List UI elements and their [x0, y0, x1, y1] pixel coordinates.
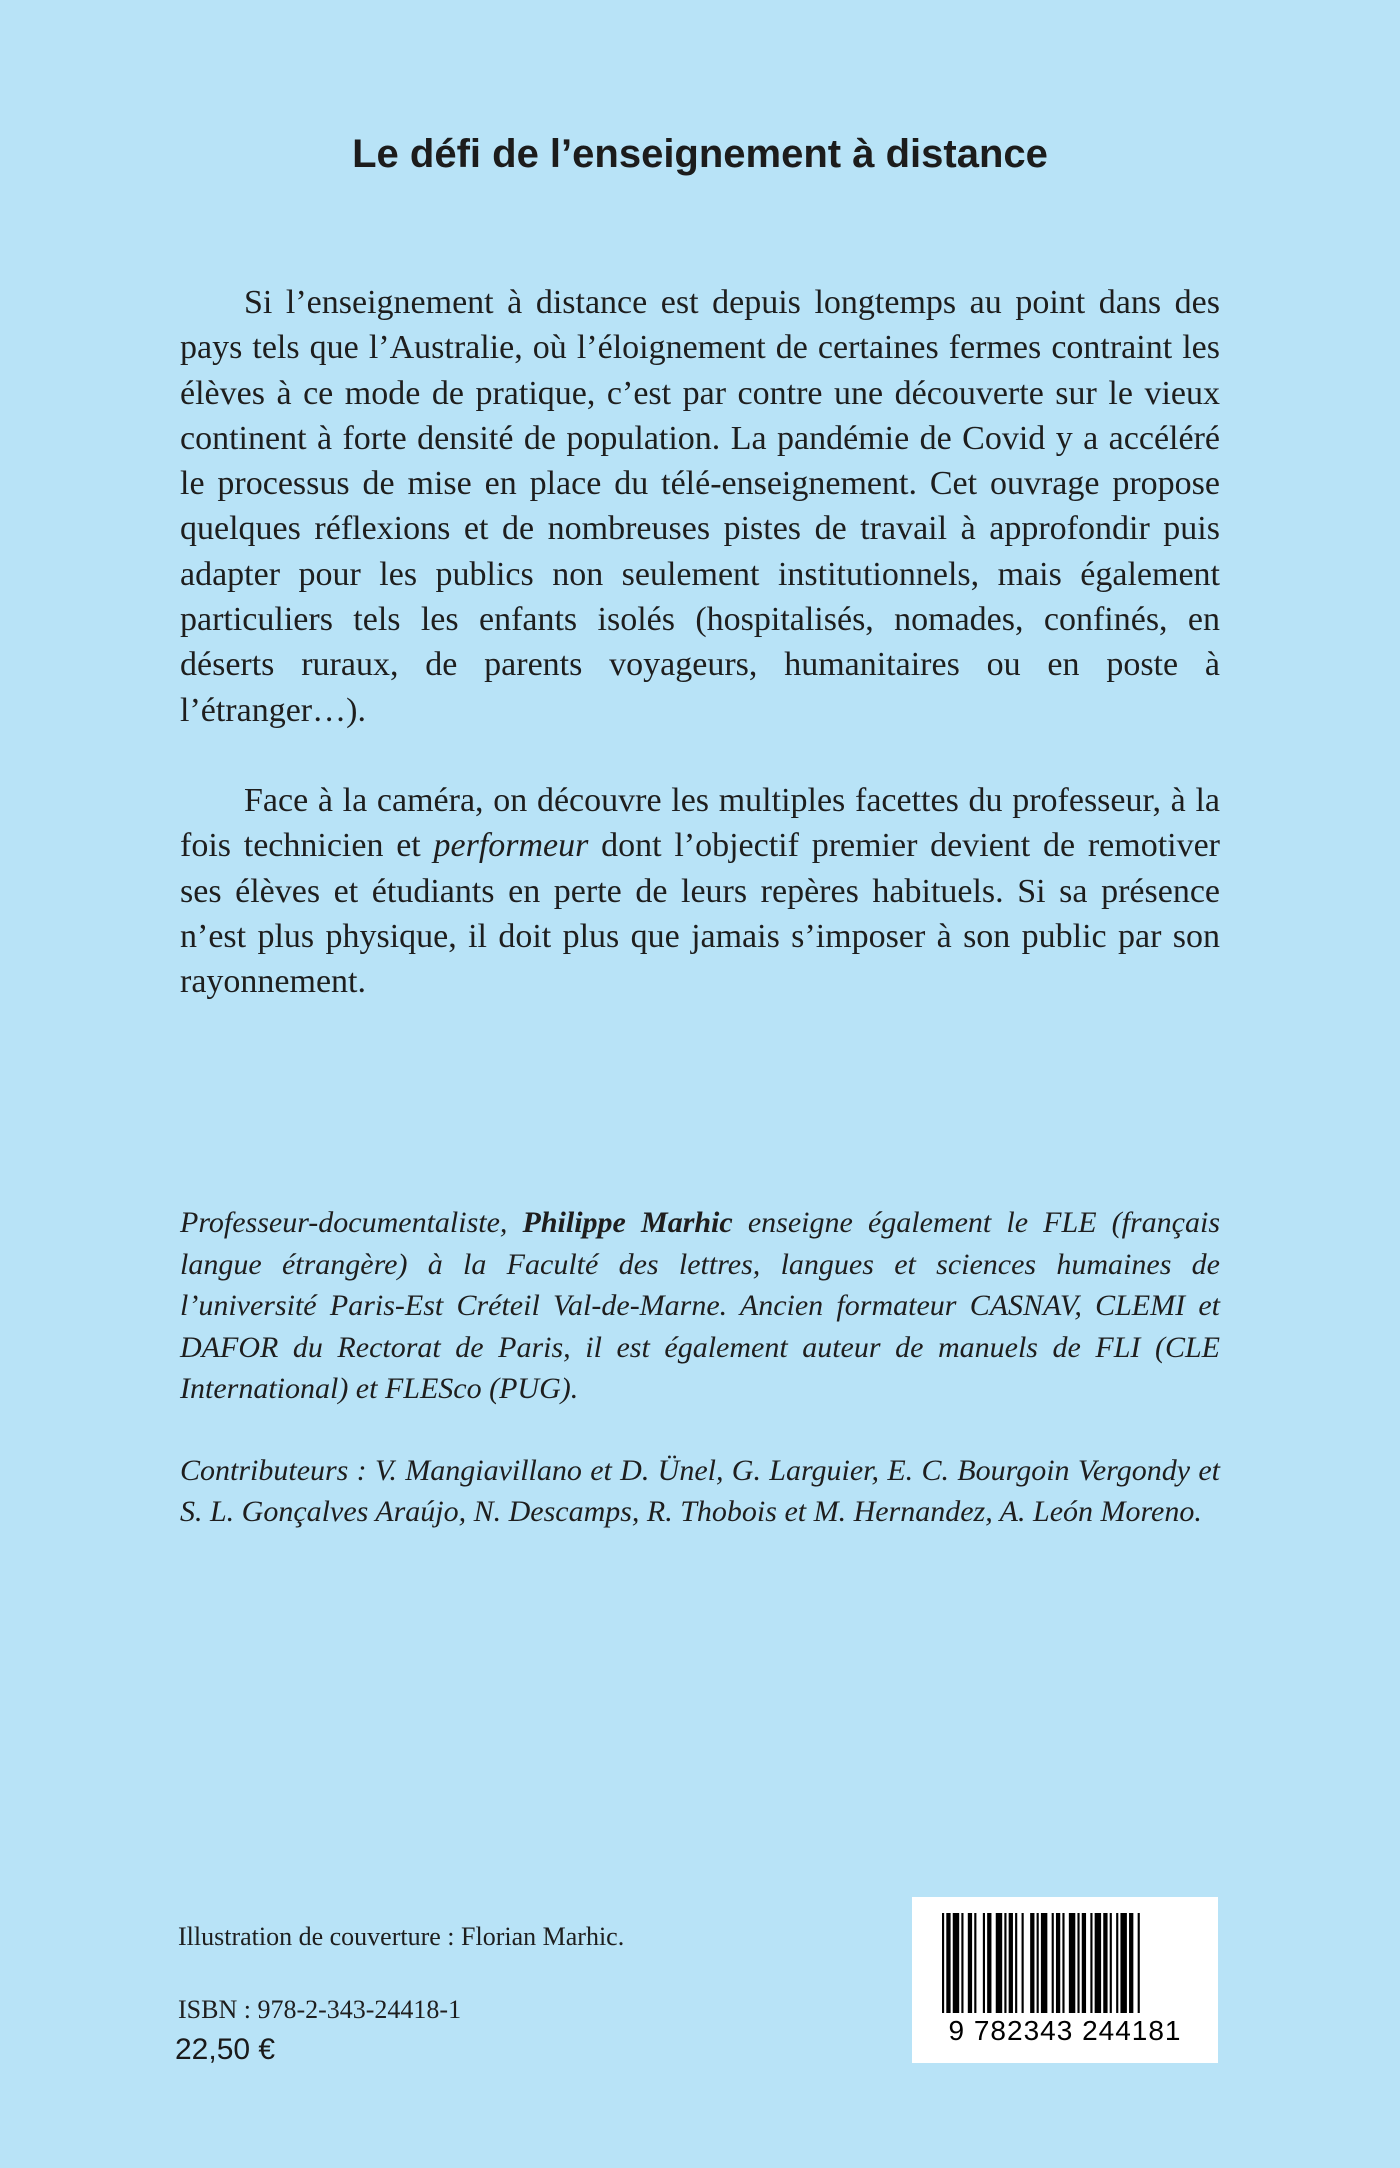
price: 22,50 €	[175, 2033, 276, 2066]
barcode-bar	[1095, 1913, 1101, 2013]
barcode-bar	[1030, 1913, 1034, 2013]
barcode	[912, 1897, 1218, 2063]
barcode-bar	[961, 1913, 963, 2013]
contributors-paragraph: Contributeurs : V. Mangiavillano et D. Ünel, G. Larguier, E. C. Bourgoin Vergondy et S. L. Gonçalves Araújo, N. Descamps, R. Thobois et M. Hernandez, A. León Moreno.	[180, 1453, 1220, 1528]
barcode-bar	[1103, 1913, 1107, 2013]
barcode-bar	[1004, 1913, 1006, 2013]
summary-paragraph-2: Face à la caméra, on découvre les multiples facettes du professeur, à la fois technicien et performeur dont l’objectif premier devient de remotiver ses élèves et étudiants en perte de leurs repères habituels. Si sa présence n’est plus physique, il doit plus que jamais s’imposer à son public par son rayonnement.	[180, 781, 1220, 1001]
barcode-bar	[1009, 1913, 1013, 2013]
performeur-emphasis: performeur	[433, 827, 589, 865]
summary-text	[180, 280, 1220, 1004]
barcode-bar	[987, 1913, 991, 2013]
barcode-bar	[942, 1913, 944, 2013]
barcode-bar	[983, 1913, 985, 2013]
author-bio	[180, 1202, 1220, 1533]
barcode-bar	[1082, 1913, 1086, 2013]
barcode-bar	[1022, 1913, 1024, 2013]
barcode-bar	[1056, 1913, 1060, 2013]
author-name: Philippe Marhic	[522, 1206, 733, 1239]
barcode-digits: 9 782343 244181	[948, 2015, 1182, 2046]
barcode-bar	[1069, 1913, 1075, 2013]
barcode-bar	[1116, 1913, 1118, 2013]
barcode-bar	[1129, 1913, 1133, 2013]
barcode-bar	[1062, 1913, 1064, 2013]
summary-paragraph-1: Si l’enseignement à distance est depuis longtemps au point dans des pays tels que l’Australie, où l’éloignement de certaines fermes contraint les élèves à ce mode de pratique, c’est par contre une découverte sur le vieux continent à forte densité de population. La pandémie de Covid y a accéléré le processus de mise en place du télé-enseignement. Cet ouvrage propose quelques réflexions et de nombreuses pistes de travail à approfondir puis adapter pour les publics non seulement institutionnels, mais également particuliers tels les enfants isolés (hospitalisés, nomades, confinés, en déserts ruraux, de parents voyageurs, humanitaires ou en poste à l’étranger…).	[180, 284, 1220, 729]
barcode-bar	[1041, 1913, 1047, 2013]
barcode-bar	[1110, 1913, 1112, 2013]
barcode-bar	[1120, 1913, 1126, 2013]
isbn: ISBN : 978-2-343-24418-1	[178, 1995, 462, 2024]
barcode-bar	[974, 1913, 976, 2013]
cover-illustration-credit: Illustration de couverture : Florian Marhic.	[178, 1922, 625, 1951]
bio-paragraph: Professeur-documentaliste, Philippe Marhic enseigne également le FLE (français langue étrangère) à la Faculté des lettres, langues et sciences humaines de l’université Paris-Est Créteil Val-de-Marne. Ancien formateur CASNAV, CLEMI et DAFOR du Rectorat de Paris, il est également auteur de manuels de FLI (CLE International) et FLESco (PUG).	[180, 1206, 1220, 1405]
barcode-bar	[1077, 1913, 1079, 2013]
barcode-bar	[1037, 1913, 1039, 2013]
barcode-bar	[1090, 1913, 1092, 2013]
barcode-bar	[946, 1913, 950, 2013]
barcode-bar	[953, 1913, 959, 2013]
barcode-bar	[968, 1913, 972, 2013]
barcode-bar	[996, 1913, 1002, 2013]
barcode-bar	[1138, 1913, 1140, 2013]
back-cover-title: Le défi de l’enseignement à distance	[352, 132, 1048, 176]
barcode-bar	[1015, 1913, 1017, 2013]
barcode-bar	[1052, 1913, 1054, 2013]
